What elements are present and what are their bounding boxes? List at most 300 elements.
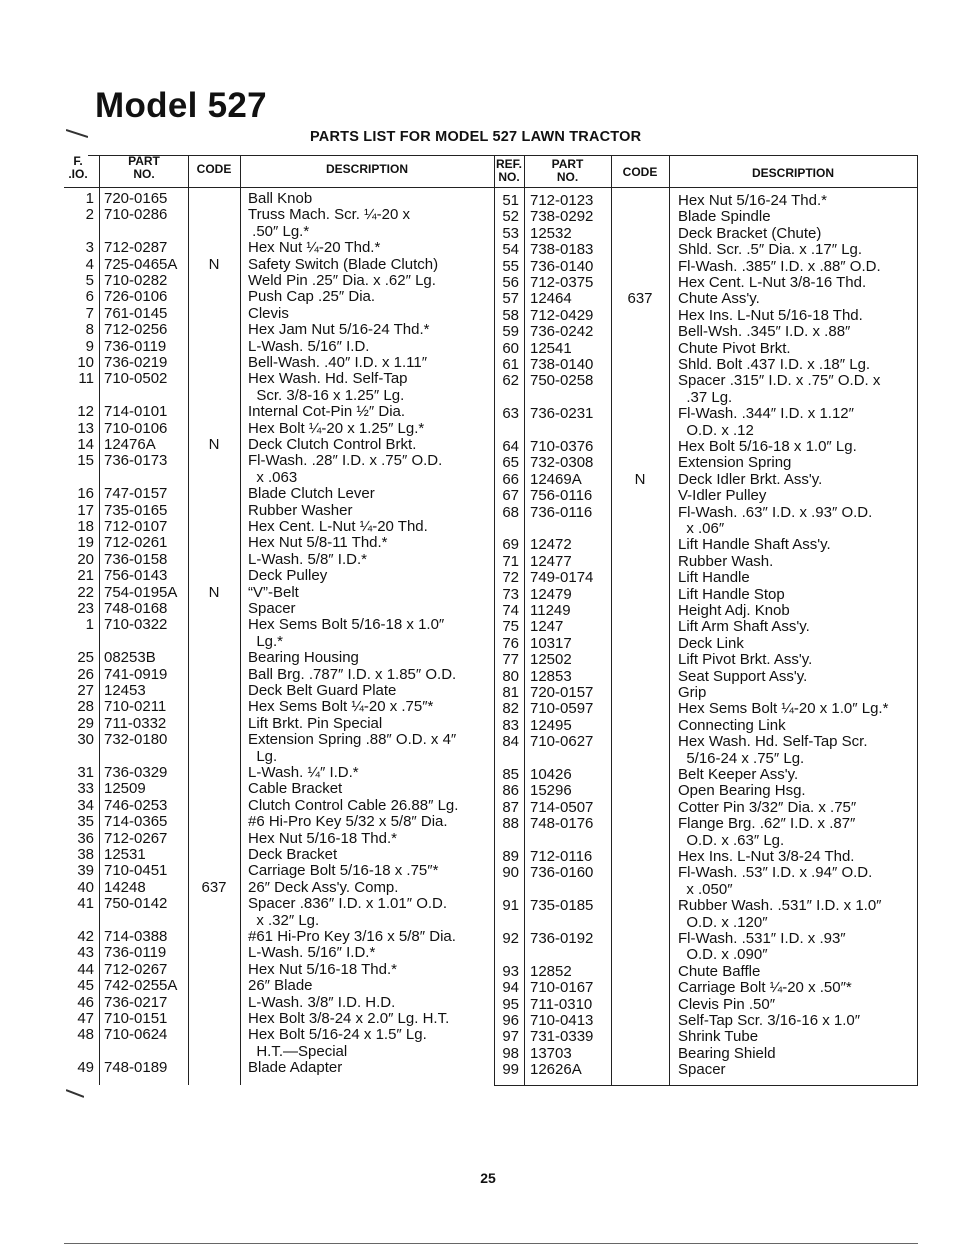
ref-no: 33 [77, 780, 94, 798]
part-no: 736-0173 [104, 452, 168, 470]
ref-no: 8 [85, 321, 94, 339]
description: Hex Nut 5/16-24 Thd.* [678, 192, 827, 209]
ref-no: 44 [77, 960, 94, 978]
scan-mark-icon [66, 1088, 84, 1098]
ref-no: 48 [77, 1026, 94, 1044]
ref-no: 20 [77, 550, 94, 568]
part-no: 746-0253 [104, 796, 168, 814]
description: Chute Ass'y. [678, 290, 760, 308]
description: Shrink Tube [678, 1028, 759, 1046]
part-no: 712-0261 [104, 534, 168, 552]
description: L-Wash. 3/8″ I.D. H.D. [248, 993, 396, 1011]
description: Blade Adapter [248, 1059, 343, 1077]
description: L-Wash. 5/8″ I.D.* [248, 550, 367, 568]
description: Spacer [678, 1061, 726, 1079]
description: Hex Bolt ¼-20 x 1.25″ Lg.* [248, 419, 425, 437]
ref-no: 98 [502, 1044, 519, 1062]
ref-no: 46 [77, 993, 94, 1011]
description: Height Adj. Knob [678, 602, 790, 619]
ref-no: 11 [78, 370, 94, 388]
table-top-rule [88, 155, 917, 156]
ref-no: 60 [502, 339, 519, 357]
description: Fl-Wash. .63″ I.D. x .93″ O.D. [678, 503, 873, 521]
part-no: 710-0151 [104, 1010, 168, 1027]
ref-no: 10 [77, 354, 94, 371]
part-no: 12453 [104, 682, 146, 699]
description: V-Idler Pulley [678, 487, 767, 505]
description: O.D. x .63″ Lg. [678, 831, 785, 849]
ref-no: 81 [502, 684, 519, 701]
ref-no: 34 [77, 796, 94, 814]
description: Connecting Link [678, 716, 786, 734]
description: Deck Clutch Control Brkt. [248, 436, 417, 453]
description: Spacer .315″ I.D. x .75″ O.D. x [678, 372, 881, 390]
description: Hex Sems Bolt ¼-20 x .75″* [248, 698, 434, 716]
part-no: 714-0365 [104, 813, 168, 831]
description: Internal Cot-Pin ½″ Dia. [248, 403, 406, 421]
ref-no: 5 [85, 272, 94, 289]
ref-no: 57 [502, 290, 519, 308]
part-no: 736-0231 [530, 405, 594, 423]
ref-no: 52 [502, 208, 519, 226]
ref-no: 43 [77, 944, 94, 962]
ref-no: 15 [77, 452, 94, 470]
ref-no: 7 [85, 304, 94, 322]
description: Fl-Wash. .531″ I.D. x .93″ [678, 930, 846, 947]
code: N [634, 470, 646, 488]
description: L-Wash. 5/16″ I.D. [248, 337, 370, 355]
ref-no: 16 [77, 485, 94, 503]
part-no: 738-0140 [530, 356, 594, 373]
ref-no: 99 [502, 1061, 519, 1079]
description: Clevis [248, 304, 289, 322]
description: Deck Link [678, 634, 744, 652]
description: Bearing Housing [248, 649, 359, 667]
part-no: 12626A [530, 1061, 582, 1079]
ref-no: 67 [502, 487, 519, 505]
ref-no: 54 [502, 241, 519, 259]
part-no: 741-0919 [104, 665, 168, 683]
description: Hex Sems Bolt 5/16-18 x 1.0″ [248, 616, 445, 634]
ref-no: 51 [502, 192, 519, 209]
part-no: 710-0282 [104, 272, 168, 289]
header-description: DESCRIPTION [325, 162, 408, 176]
part-no: 738-0183 [530, 241, 594, 259]
description: Lift Brkt. Pin Special [248, 714, 383, 732]
description: Deck Bracket [248, 846, 338, 863]
part-no: 12532 [530, 224, 572, 242]
header-code: CODE [622, 165, 658, 179]
part-no: 1247 [530, 618, 564, 636]
ref-no: 80 [502, 667, 519, 685]
ref-no: 92 [502, 930, 519, 947]
description: Deck Bracket (Chute) [678, 224, 822, 242]
description: Hex Sems Bolt ¼-20 x 1.0″ Lg.* [678, 700, 889, 718]
part-no: 12479 [530, 585, 572, 603]
ref-no: 83 [502, 716, 519, 734]
description: Hex Cent. L-Nut ¼-20 Thd. [248, 518, 428, 535]
part-no: 12477 [530, 552, 572, 570]
description: #6 Hi-Pro Key 5/32 x 5/8″ Dia. [248, 813, 448, 831]
ref-no: 96 [502, 1012, 519, 1029]
part-no: 761-0145 [104, 304, 168, 322]
part-no: 710-0106 [104, 419, 168, 437]
ref-no: 45 [77, 977, 94, 995]
description: x .050″ [678, 880, 733, 898]
description: Push Cap .25″ Dia. [248, 288, 376, 306]
part-no: 710-0627 [530, 733, 594, 751]
ref-no: 41 [77, 895, 94, 913]
ref-no: 30 [77, 731, 94, 749]
code: N [208, 255, 220, 273]
part-no: 12464 [530, 290, 572, 308]
description: .50″ Lg.* [248, 222, 310, 240]
part-no: 732-0308 [530, 454, 594, 472]
part-no: 710-0624 [104, 1026, 168, 1044]
header-part-no: PART NO. [551, 157, 584, 184]
column-rule [99, 155, 100, 1085]
part-no: 12853 [530, 667, 572, 685]
description: Fl-Wash. .28″ I.D. x .75″ O.D. [248, 452, 443, 470]
part-no: 756-0143 [104, 567, 168, 585]
description: Fl-Wash. .344″ I.D. x 1.12″ [678, 405, 854, 423]
ref-no: 14 [77, 436, 94, 453]
header-part-no: PART NO. [128, 154, 160, 181]
description: Lift Handle Stop [678, 585, 785, 603]
ref-no: 62 [502, 372, 519, 390]
part-no: 736-0116 [530, 503, 593, 521]
part-no: 725-0465A [104, 255, 178, 273]
ref-no: 59 [502, 323, 519, 341]
ref-no: 53 [502, 224, 519, 242]
description: Hex Wash. Hd. Self-Tap Scr. [678, 733, 868, 751]
page-number: 25 [480, 1170, 496, 1186]
description: x .32″ Lg. [248, 911, 320, 929]
description: Blade Spindle [678, 208, 771, 226]
part-no: 714-0101 [104, 403, 168, 421]
ref-no: 25 [77, 649, 94, 667]
description: O.D. x .120″ [678, 913, 768, 931]
description: Ball Knob [248, 190, 313, 207]
ref-no: 12 [77, 403, 94, 421]
description: Lift Handle Shaft Ass'y. [678, 536, 831, 554]
part-no: 720-0157 [530, 684, 594, 701]
part-no: 712-0107 [104, 518, 168, 535]
ref-no: 84 [502, 733, 519, 751]
part-no: 754-0195A [104, 583, 178, 601]
description: Lg. [248, 747, 278, 765]
part-no: 10317 [530, 634, 572, 652]
part-no: 736-0329 [104, 764, 168, 781]
ref-no: 65 [502, 454, 519, 472]
part-no: 714-0388 [104, 928, 168, 945]
page-title: Model 527 [95, 86, 267, 125]
header-ref-no: REF. NO. [495, 157, 522, 184]
part-no: 710-0451 [104, 862, 168, 880]
ref-no: 64 [502, 438, 519, 455]
part-no: 748-0189 [104, 1059, 168, 1077]
description: Grip [678, 684, 707, 701]
description: Spacer .836″ I.D. x 1.01″ O.D. [248, 895, 448, 913]
description: 26″ Deck Ass'y. Comp. [248, 878, 399, 896]
column-rule [240, 155, 241, 1085]
part-no: 14248 [104, 878, 146, 896]
ref-no: 88 [502, 815, 519, 833]
description: Scr. 3/8-16 x 1.25″ Lg. [248, 386, 405, 404]
part-no: 712-0287 [104, 239, 168, 257]
part-no: 750-0142 [104, 895, 168, 913]
description: H.T.—Special [248, 1042, 348, 1060]
ref-no: 4 [85, 255, 94, 273]
part-no: 735-0185 [530, 897, 594, 915]
part-no: 710-0413 [530, 1012, 594, 1029]
part-no: 748-0176 [530, 815, 594, 833]
description: Hex Bolt 3/8-24 x 2.0″ Lg. H.T. [248, 1010, 450, 1027]
ref-no: 36 [77, 829, 94, 847]
ref-no: 71 [502, 552, 519, 570]
description: Hex Cent. L-Nut 3/8-16 Thd. [678, 274, 867, 291]
ref-no: 55 [502, 257, 519, 275]
ref-no: 27 [77, 682, 94, 699]
code: N [208, 583, 220, 601]
part-no: 08253B [104, 649, 156, 667]
description: Fl-Wash. .53″ I.D. x .94″ O.D. [678, 864, 873, 882]
part-no: 12531 [104, 846, 146, 863]
part-no: 736-0192 [530, 930, 594, 947]
description: #61 Hi-Pro Key 3/16 x 5/8″ Dia. [248, 928, 456, 945]
description: Blade Clutch Lever [248, 485, 375, 503]
ref-no: 13 [77, 419, 94, 437]
ref-no: 1 [85, 190, 94, 207]
code: 637 [627, 290, 653, 308]
part-no: 12469A [530, 470, 582, 488]
description: L-Wash. 5/16″ I.D.* [248, 944, 376, 962]
ref-no: 90 [502, 864, 519, 882]
ref-no: 85 [502, 766, 519, 783]
description: Clutch Control Cable 26.88″ Lg. [248, 796, 459, 814]
ref-no: 21 [77, 567, 94, 585]
bottom-rule [64, 1243, 918, 1244]
column-rule [917, 155, 918, 1085]
part-no: 735-0165 [104, 501, 168, 519]
description: Extension Spring [678, 454, 792, 472]
description: Rubber Wash. [678, 552, 774, 570]
ref-no: 93 [502, 962, 519, 980]
ref-no: 18 [77, 518, 94, 535]
part-no: 736-0160 [530, 864, 594, 882]
ref-no: 9 [85, 337, 94, 355]
ref-no: 69 [502, 536, 519, 554]
code: 637 [201, 878, 227, 896]
part-no: 712-0256 [104, 321, 168, 339]
ref-no: 66 [502, 470, 519, 488]
ref-no: 91 [502, 897, 519, 915]
part-no: 710-0167 [530, 979, 594, 997]
description: .37 Lg. [678, 388, 733, 406]
description: Truss Mach. Scr. ¼-20 x [248, 206, 410, 224]
part-no: 710-0597 [530, 700, 594, 718]
column-rule [611, 155, 612, 1085]
description: O.D. x .12 [678, 421, 754, 439]
ref-no: 97 [502, 1028, 519, 1046]
description: Hex Nut 5/8-11 Thd.* [248, 534, 388, 552]
column-rule [188, 155, 189, 1085]
header-ref-no: F. .IO. [68, 154, 88, 181]
description: Rubber Wash. .531″ I.D. x 1.0″ [678, 897, 882, 915]
ref-no: 29 [77, 714, 94, 732]
part-no: 736-0219 [104, 354, 168, 371]
description: Ball Brg. .787″ I.D. x 1.85″ O.D. [248, 665, 457, 683]
ref-no: 72 [502, 569, 519, 587]
part-no: 710-0502 [104, 370, 168, 388]
part-no: 750-0258 [530, 372, 594, 390]
part-no: 736-0140 [530, 257, 594, 275]
description: Flange Brg. .62″ I.D. x .87″ [678, 815, 856, 833]
part-no: 732-0180 [104, 731, 168, 749]
parts-list-subtitle: PARTS LIST FOR MODEL 527 LAWN TRACTOR [310, 129, 642, 145]
description: Weld Pin .25″ Dia. x .62″ Lg. [248, 272, 436, 289]
part-no: 712-0375 [530, 274, 594, 291]
description: Lift Arm Shaft Ass'y. [678, 618, 810, 636]
ref-no: 95 [502, 995, 519, 1013]
part-no: 11249 [530, 602, 571, 619]
column-rule [669, 155, 670, 1085]
description: Chute Baffle [678, 962, 761, 980]
ref-no: 1 [85, 616, 94, 634]
ref-no: 35 [77, 813, 94, 831]
part-no: 712-0116 [530, 848, 593, 865]
ref-no: 87 [502, 798, 519, 816]
ref-no: 68 [502, 503, 519, 521]
part-no: 748-0168 [104, 600, 168, 617]
ref-no: 31 [77, 764, 94, 781]
part-no: 710-0322 [104, 616, 168, 634]
ref-no: 17 [77, 501, 94, 519]
part-no: 712-0429 [530, 306, 594, 324]
description: Chute Pivot Brkt. [678, 339, 791, 357]
part-no: 710-0211 [104, 698, 167, 716]
part-no: 12476A [104, 436, 156, 453]
description: “V”-Belt [248, 583, 299, 601]
description: x .06″ [678, 520, 725, 537]
ref-no: 23 [77, 600, 94, 617]
part-no: 738-0292 [530, 208, 594, 226]
part-no: 712-0267 [104, 960, 168, 978]
ref-no: 42 [77, 928, 94, 945]
part-no: 12472 [530, 536, 572, 554]
ref-no: 94 [502, 979, 519, 997]
description: Open Bearing Hsg. [678, 782, 806, 800]
description: Fl-Wash. .385″ I.D. x .88″ O.D. [678, 257, 881, 275]
part-no: 742-0255A [104, 977, 178, 995]
description: Self-Tap Scr. 3/16-16 x 1.0″ [678, 1012, 861, 1029]
description: Deck Pulley [248, 567, 328, 585]
part-no: 736-0158 [104, 550, 168, 568]
part-no: 12502 [530, 651, 572, 669]
ref-no: 76 [502, 634, 519, 652]
ref-no: 26 [77, 665, 94, 683]
description: Hex Bolt 5/16-24 x 1.5″ Lg. [248, 1026, 427, 1044]
description: Bell-Wsh. .345″ I.D. x .88″ [678, 323, 851, 341]
part-no: 711-0310 [530, 995, 593, 1013]
ref-no: 38 [77, 846, 94, 863]
description: Safety Switch (Blade Clutch) [248, 255, 439, 273]
header-description: DESCRIPTION [751, 166, 834, 180]
ref-no: 86 [502, 782, 519, 800]
ref-no: 77 [502, 651, 519, 669]
part-no: 711-0332 [104, 714, 167, 732]
part-no: 749-0174 [530, 569, 594, 587]
description: x .063 [248, 468, 298, 486]
description: 5/16-24 x .75″ Lg. [678, 749, 805, 767]
table-header-rule [64, 187, 917, 188]
description: Cable Bracket [248, 780, 343, 798]
description: Hex Nut 5/16-18 Thd.* [248, 960, 397, 978]
code: N [208, 436, 220, 453]
part-no: 726-0106 [104, 288, 168, 306]
part-no: 12541 [530, 339, 572, 357]
ref-no: 49 [77, 1059, 94, 1077]
description: Extension Spring .88″ O.D. x 4″ [248, 731, 457, 749]
part-no: 712-0267 [104, 829, 168, 847]
description: Bell-Wash. .40″ I.D. x 1.11″ [248, 354, 428, 371]
part-no: 736-0119 [104, 944, 167, 962]
part-no: 12495 [530, 716, 572, 734]
description: Clevis Pin .50″ [678, 995, 776, 1013]
part-no: 747-0157 [104, 485, 168, 503]
ref-no: 28 [77, 698, 94, 716]
part-no: 12852 [530, 962, 572, 980]
ref-no: 82 [502, 700, 519, 718]
part-no: 731-0339 [530, 1028, 594, 1046]
description: O.D. x .090″ [678, 946, 768, 964]
part-no: 712-0123 [530, 192, 594, 209]
ref-no: 22 [77, 583, 94, 601]
description: Shld. Bolt .437 I.D. x .18″ Lg. [678, 356, 871, 373]
part-no: 710-0286 [104, 206, 168, 224]
description: Deck Idler Brkt. Ass'y. [678, 470, 823, 488]
description: Lift Handle [678, 569, 750, 587]
description: Carriage Bolt ¼-20 x .50″* [678, 979, 852, 997]
description: Hex Wash. Hd. Self-Tap [248, 370, 408, 388]
ref-no: 63 [502, 405, 519, 423]
description: Seat Support Ass'y. [678, 667, 808, 685]
ref-no: 19 [77, 534, 94, 552]
ref-no: 61 [502, 356, 519, 373]
description: Rubber Washer [248, 501, 353, 519]
part-no: 720-0165 [104, 190, 168, 207]
header-code: CODE [196, 162, 232, 176]
description: Bearing Shield [678, 1044, 776, 1062]
description: Hex Ins. L-Nut 3/8-24 Thd. [678, 848, 855, 865]
part-no: 13703 [530, 1044, 572, 1062]
part-no: 15296 [530, 782, 572, 800]
description: Carriage Bolt 5/16-18 x .75″* [248, 862, 439, 880]
description: Deck Belt Guard Plate [248, 682, 397, 699]
part-no: 10426 [530, 766, 572, 783]
part-no: 736-0242 [530, 323, 594, 341]
description: Hex Jam Nut 5/16-24 Thd.* [248, 321, 430, 339]
ref-no: 6 [85, 288, 94, 306]
description: Hex Bolt 5/16-18 x 1.0″ Lg. [678, 438, 857, 455]
ref-no: 75 [502, 618, 519, 636]
description: Shld. Scr. .5″ Dia. x .17″ Lg. [678, 241, 863, 259]
description: L-Wash. ¼″ I.D.* [248, 764, 359, 781]
description: 26″ Blade [248, 977, 313, 995]
description: Lg.* [248, 632, 284, 650]
description: Hex Nut 5/16-18 Thd.* [248, 829, 397, 847]
part-no: 736-0119 [104, 337, 167, 355]
